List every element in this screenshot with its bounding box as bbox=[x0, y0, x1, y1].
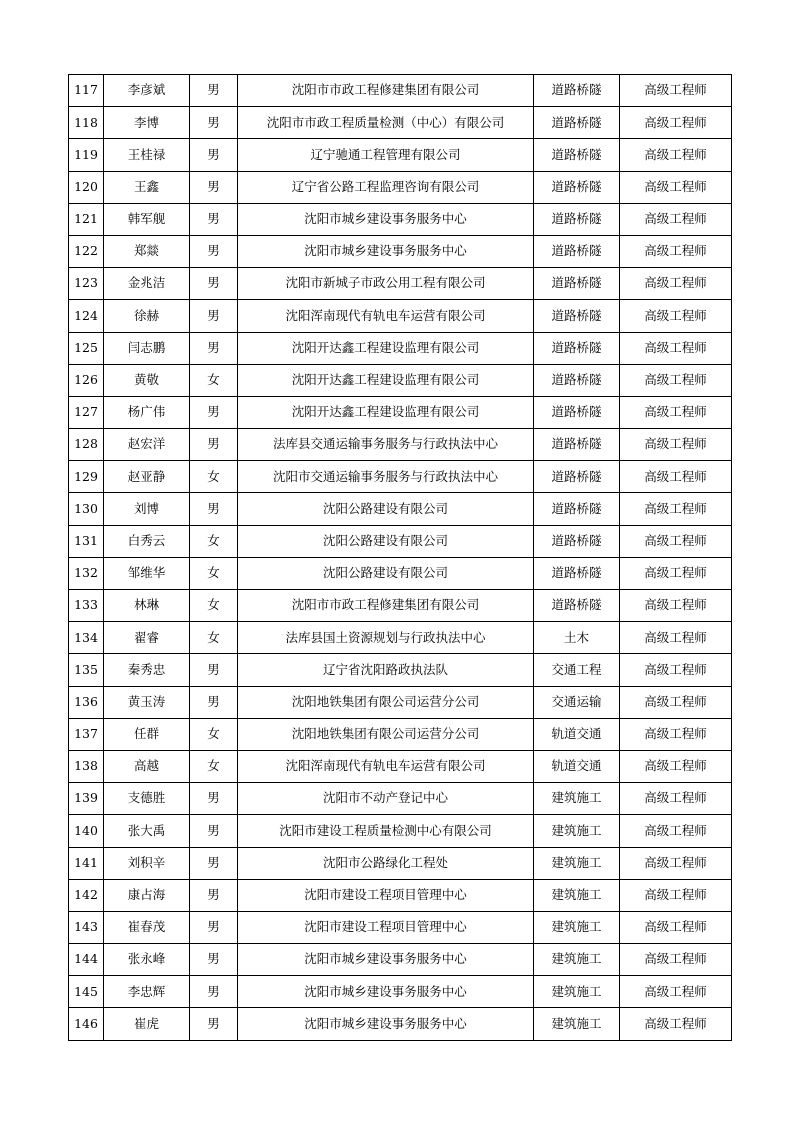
specialty-cell: 交通工程 bbox=[534, 654, 620, 686]
organization-cell: 沈阳市市政工程修建集团有限公司 bbox=[238, 590, 534, 622]
table-row bbox=[69, 300, 732, 332]
title-cell: 高级工程师 bbox=[620, 622, 732, 654]
row-number-cell: 134 bbox=[69, 622, 104, 654]
title-cell: 高级工程师 bbox=[620, 493, 732, 525]
row-number-cell: 124 bbox=[69, 300, 104, 332]
row-number-cell: 143 bbox=[69, 911, 104, 943]
row-number-cell: 125 bbox=[69, 332, 104, 364]
specialty-cell: 建筑施工 bbox=[534, 1008, 620, 1040]
gender-cell: 男 bbox=[190, 332, 238, 364]
table-row bbox=[69, 429, 732, 461]
row-number-cell: 146 bbox=[69, 1008, 104, 1040]
specialty-cell: 道路桥隧 bbox=[534, 461, 620, 493]
table-row bbox=[69, 493, 732, 525]
gender-cell: 男 bbox=[190, 268, 238, 300]
organization-cell: 沈阳市建设工程质量检测中心有限公司 bbox=[238, 815, 534, 847]
row-number-cell: 121 bbox=[69, 203, 104, 235]
gender-cell: 女 bbox=[190, 750, 238, 782]
organization-cell: 沈阳市城乡建设事务服务中心 bbox=[238, 1008, 534, 1040]
row-number-cell: 118 bbox=[69, 107, 104, 139]
row-number-cell: 120 bbox=[69, 171, 104, 203]
gender-cell: 男 bbox=[190, 944, 238, 976]
title-cell: 高级工程师 bbox=[620, 557, 732, 589]
specialty-cell: 道路桥隧 bbox=[534, 590, 620, 622]
title-cell: 高级工程师 bbox=[620, 750, 732, 782]
title-cell: 高级工程师 bbox=[620, 686, 732, 718]
specialty-cell: 道路桥隧 bbox=[534, 364, 620, 396]
name-cell: 杨广伟 bbox=[104, 396, 190, 428]
specialty-cell: 道路桥隧 bbox=[534, 525, 620, 557]
row-number-cell: 128 bbox=[69, 429, 104, 461]
title-cell: 高级工程师 bbox=[620, 429, 732, 461]
table-row bbox=[69, 815, 732, 847]
title-cell: 高级工程师 bbox=[620, 718, 732, 750]
gender-cell: 男 bbox=[190, 686, 238, 718]
title-cell: 高级工程师 bbox=[620, 300, 732, 332]
gender-cell: 男 bbox=[190, 976, 238, 1008]
title-cell: 高级工程师 bbox=[620, 235, 732, 267]
specialty-cell: 道路桥隧 bbox=[534, 332, 620, 364]
row-number-cell: 123 bbox=[69, 268, 104, 300]
row-number-cell: 132 bbox=[69, 557, 104, 589]
title-cell: 高级工程师 bbox=[620, 203, 732, 235]
gender-cell: 男 bbox=[190, 171, 238, 203]
row-number-cell: 126 bbox=[69, 364, 104, 396]
name-cell: 赵宏洋 bbox=[104, 429, 190, 461]
gender-cell: 女 bbox=[190, 525, 238, 557]
table-row bbox=[69, 461, 732, 493]
organization-cell: 沈阳市市政工程修建集团有限公司 bbox=[238, 75, 534, 107]
title-cell: 高级工程师 bbox=[620, 976, 732, 1008]
specialty-cell: 道路桥隧 bbox=[534, 139, 620, 171]
organization-cell: 辽宁驰通工程管理有限公司 bbox=[238, 139, 534, 171]
gender-cell: 女 bbox=[190, 718, 238, 750]
title-cell: 高级工程师 bbox=[620, 364, 732, 396]
table-row bbox=[69, 879, 732, 911]
specialty-cell: 道路桥隧 bbox=[534, 268, 620, 300]
gender-cell: 男 bbox=[190, 911, 238, 943]
gender-cell: 女 bbox=[190, 557, 238, 589]
organization-cell: 沈阳市交通运输事务服务与行政执法中心 bbox=[238, 461, 534, 493]
organization-cell: 沈阳市建设工程项目管理中心 bbox=[238, 879, 534, 911]
row-number-cell: 139 bbox=[69, 783, 104, 815]
organization-cell: 沈阳市新城子市政公用工程有限公司 bbox=[238, 268, 534, 300]
specialty-cell: 轨道交通 bbox=[534, 718, 620, 750]
name-cell: 白秀云 bbox=[104, 525, 190, 557]
table-row bbox=[69, 332, 732, 364]
name-cell: 崔虎 bbox=[104, 1008, 190, 1040]
name-cell: 刘博 bbox=[104, 493, 190, 525]
specialty-cell: 建筑施工 bbox=[534, 847, 620, 879]
gender-cell: 男 bbox=[190, 815, 238, 847]
row-number-cell: 145 bbox=[69, 976, 104, 1008]
specialty-cell: 轨道交通 bbox=[534, 750, 620, 782]
specialty-cell: 道路桥隧 bbox=[534, 107, 620, 139]
name-cell: 高越 bbox=[104, 750, 190, 782]
name-cell: 翟睿 bbox=[104, 622, 190, 654]
table-row bbox=[69, 944, 732, 976]
organization-cell: 沈阳公路建设有限公司 bbox=[238, 493, 534, 525]
name-cell: 徐赫 bbox=[104, 300, 190, 332]
table-row bbox=[69, 622, 732, 654]
title-cell: 高级工程师 bbox=[620, 332, 732, 364]
table-row bbox=[69, 590, 732, 622]
organization-cell: 沈阳浑南现代有轨电车运营有限公司 bbox=[238, 750, 534, 782]
organization-cell: 沈阳市公路绿化工程处 bbox=[238, 847, 534, 879]
name-cell: 李忠辉 bbox=[104, 976, 190, 1008]
name-cell: 郑燚 bbox=[104, 235, 190, 267]
name-cell: 赵亚静 bbox=[104, 461, 190, 493]
organization-cell: 辽宁省公路工程监理咨询有限公司 bbox=[238, 171, 534, 203]
organization-cell: 沈阳开达鑫工程建设监理有限公司 bbox=[238, 364, 534, 396]
title-cell: 高级工程师 bbox=[620, 75, 732, 107]
name-cell: 金兆洁 bbox=[104, 268, 190, 300]
specialty-cell: 土木 bbox=[534, 622, 620, 654]
table-row bbox=[69, 364, 732, 396]
table-row bbox=[69, 557, 732, 589]
gender-cell: 男 bbox=[190, 139, 238, 171]
row-number-cell: 140 bbox=[69, 815, 104, 847]
organization-cell: 沈阳市建设工程项目管理中心 bbox=[238, 911, 534, 943]
gender-cell: 男 bbox=[190, 879, 238, 911]
title-cell: 高级工程师 bbox=[620, 944, 732, 976]
gender-cell: 女 bbox=[190, 622, 238, 654]
specialty-cell: 道路桥隧 bbox=[534, 171, 620, 203]
table-row bbox=[69, 976, 732, 1008]
organization-cell: 沈阳市城乡建设事务服务中心 bbox=[238, 203, 534, 235]
organization-cell: 沈阳开达鑫工程建设监理有限公司 bbox=[238, 396, 534, 428]
table-row bbox=[69, 718, 732, 750]
title-cell: 高级工程师 bbox=[620, 525, 732, 557]
table-row bbox=[69, 203, 732, 235]
table-row bbox=[69, 171, 732, 203]
table-row bbox=[69, 268, 732, 300]
title-cell: 高级工程师 bbox=[620, 911, 732, 943]
gender-cell: 男 bbox=[190, 783, 238, 815]
name-cell: 王桂禄 bbox=[104, 139, 190, 171]
title-cell: 高级工程师 bbox=[620, 107, 732, 139]
row-number-cell: 141 bbox=[69, 847, 104, 879]
gender-cell: 男 bbox=[190, 654, 238, 686]
specialty-cell: 建筑施工 bbox=[534, 815, 620, 847]
specialty-cell: 道路桥隧 bbox=[534, 396, 620, 428]
roster-table bbox=[68, 74, 732, 1041]
gender-cell: 男 bbox=[190, 107, 238, 139]
name-cell: 韩军舰 bbox=[104, 203, 190, 235]
title-cell: 高级工程师 bbox=[620, 654, 732, 686]
name-cell: 刘积辛 bbox=[104, 847, 190, 879]
row-number-cell: 142 bbox=[69, 879, 104, 911]
row-number-cell: 144 bbox=[69, 944, 104, 976]
gender-cell: 女 bbox=[190, 364, 238, 396]
specialty-cell: 道路桥隧 bbox=[534, 429, 620, 461]
organization-cell: 沈阳市不动产登记中心 bbox=[238, 783, 534, 815]
table-row bbox=[69, 847, 732, 879]
name-cell: 康占海 bbox=[104, 879, 190, 911]
organization-cell: 沈阳浑南现代有轨电车运营有限公司 bbox=[238, 300, 534, 332]
organization-cell: 法库县国土资源规划与行政执法中心 bbox=[238, 622, 534, 654]
row-number-cell: 138 bbox=[69, 750, 104, 782]
name-cell: 崔春茂 bbox=[104, 911, 190, 943]
organization-cell: 沈阳市城乡建设事务服务中心 bbox=[238, 976, 534, 1008]
gender-cell: 男 bbox=[190, 203, 238, 235]
table-row bbox=[69, 1008, 732, 1040]
title-cell: 高级工程师 bbox=[620, 1008, 732, 1040]
organization-cell: 辽宁省沈阳路政执法队 bbox=[238, 654, 534, 686]
title-cell: 高级工程师 bbox=[620, 396, 732, 428]
row-number-cell: 137 bbox=[69, 718, 104, 750]
name-cell: 任群 bbox=[104, 718, 190, 750]
title-cell: 高级工程师 bbox=[620, 461, 732, 493]
row-number-cell: 129 bbox=[69, 461, 104, 493]
name-cell: 王鑫 bbox=[104, 171, 190, 203]
gender-cell: 男 bbox=[190, 396, 238, 428]
title-cell: 高级工程师 bbox=[620, 879, 732, 911]
name-cell: 黄敬 bbox=[104, 364, 190, 396]
specialty-cell: 交通运输 bbox=[534, 686, 620, 718]
title-cell: 高级工程师 bbox=[620, 171, 732, 203]
gender-cell: 女 bbox=[190, 590, 238, 622]
specialty-cell: 道路桥隧 bbox=[534, 235, 620, 267]
table-row bbox=[69, 396, 732, 428]
title-cell: 高级工程师 bbox=[620, 139, 732, 171]
gender-cell: 男 bbox=[190, 235, 238, 267]
row-number-cell: 135 bbox=[69, 654, 104, 686]
organization-cell: 沈阳市城乡建设事务服务中心 bbox=[238, 235, 534, 267]
specialty-cell: 建筑施工 bbox=[534, 783, 620, 815]
row-number-cell: 122 bbox=[69, 235, 104, 267]
organization-cell: 沈阳公路建设有限公司 bbox=[238, 525, 534, 557]
title-cell: 高级工程师 bbox=[620, 847, 732, 879]
row-number-cell: 119 bbox=[69, 139, 104, 171]
table-row bbox=[69, 911, 732, 943]
organization-cell: 沈阳市城乡建设事务服务中心 bbox=[238, 944, 534, 976]
name-cell: 李博 bbox=[104, 107, 190, 139]
row-number-cell: 133 bbox=[69, 590, 104, 622]
name-cell: 黄玉涛 bbox=[104, 686, 190, 718]
title-cell: 高级工程师 bbox=[620, 268, 732, 300]
specialty-cell: 建筑施工 bbox=[534, 911, 620, 943]
gender-cell: 女 bbox=[190, 461, 238, 493]
name-cell: 支德胜 bbox=[104, 783, 190, 815]
table-row bbox=[69, 525, 732, 557]
table-row bbox=[69, 783, 732, 815]
specialty-cell: 道路桥隧 bbox=[534, 300, 620, 332]
organization-cell: 法库县交通运输事务服务与行政执法中心 bbox=[238, 429, 534, 461]
gender-cell: 男 bbox=[190, 429, 238, 461]
organization-cell: 沈阳公路建设有限公司 bbox=[238, 557, 534, 589]
specialty-cell: 道路桥隧 bbox=[534, 75, 620, 107]
table-row bbox=[69, 75, 732, 107]
table-row bbox=[69, 139, 732, 171]
row-number-cell: 130 bbox=[69, 493, 104, 525]
organization-cell: 沈阳地铁集团有限公司运营分公司 bbox=[238, 686, 534, 718]
table-row bbox=[69, 654, 732, 686]
specialty-cell: 建筑施工 bbox=[534, 976, 620, 1008]
table-row bbox=[69, 235, 732, 267]
row-number-cell: 136 bbox=[69, 686, 104, 718]
organization-cell: 沈阳地铁集团有限公司运营分公司 bbox=[238, 718, 534, 750]
title-cell: 高级工程师 bbox=[620, 815, 732, 847]
table-row bbox=[69, 107, 732, 139]
table-row bbox=[69, 750, 732, 782]
name-cell: 林琳 bbox=[104, 590, 190, 622]
row-number-cell: 117 bbox=[69, 75, 104, 107]
name-cell: 秦秀忠 bbox=[104, 654, 190, 686]
organization-cell: 沈阳市市政工程质量检测（中心）有限公司 bbox=[238, 107, 534, 139]
name-cell: 张大禹 bbox=[104, 815, 190, 847]
specialty-cell: 建筑施工 bbox=[534, 944, 620, 976]
name-cell: 张永峰 bbox=[104, 944, 190, 976]
gender-cell: 男 bbox=[190, 493, 238, 525]
gender-cell: 男 bbox=[190, 75, 238, 107]
organization-cell: 沈阳开达鑫工程建设监理有限公司 bbox=[238, 332, 534, 364]
title-cell: 高级工程师 bbox=[620, 783, 732, 815]
row-number-cell: 131 bbox=[69, 525, 104, 557]
name-cell: 邹维华 bbox=[104, 557, 190, 589]
specialty-cell: 道路桥隧 bbox=[534, 203, 620, 235]
specialty-cell: 道路桥隧 bbox=[534, 493, 620, 525]
specialty-cell: 道路桥隧 bbox=[534, 557, 620, 589]
title-cell: 高级工程师 bbox=[620, 590, 732, 622]
gender-cell: 男 bbox=[190, 300, 238, 332]
gender-cell: 男 bbox=[190, 1008, 238, 1040]
name-cell: 闫志鹏 bbox=[104, 332, 190, 364]
gender-cell: 男 bbox=[190, 847, 238, 879]
name-cell: 李彦斌 bbox=[104, 75, 190, 107]
table-row bbox=[69, 686, 732, 718]
row-number-cell: 127 bbox=[69, 396, 104, 428]
roster-table-body bbox=[69, 75, 732, 1041]
specialty-cell: 建筑施工 bbox=[534, 879, 620, 911]
